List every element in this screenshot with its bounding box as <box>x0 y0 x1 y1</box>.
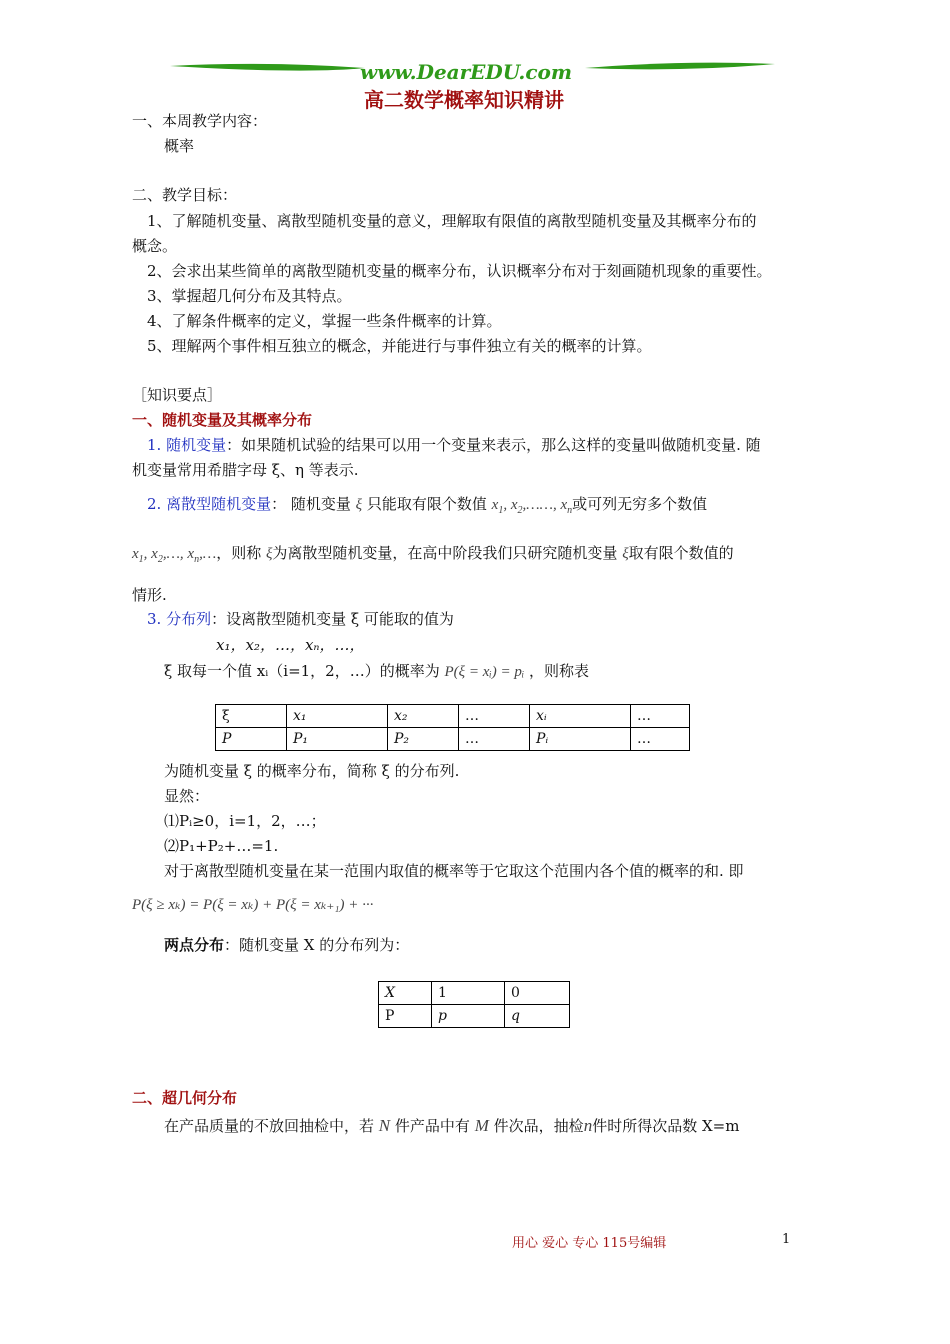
text-fragment: 只能取有限个数值 <box>366 495 487 513</box>
math-M: M <box>474 1116 489 1135</box>
math-sequence: $x_1$, $x_2,\dots$, $x_n,\dots$ <box>132 546 217 565</box>
math-N: N <box>378 1116 391 1135</box>
table-cell: p <box>432 1005 505 1028</box>
paragraph-hypergeometric <box>164 1115 739 1136</box>
table-cell: … <box>631 728 690 751</box>
paragraph-discrete <box>147 493 707 516</box>
table-row <box>379 982 570 1005</box>
table-cell: ξ <box>216 705 287 728</box>
paragraph-line: 显然： <box>164 787 210 805</box>
goal-line: 概念。 <box>132 237 178 255</box>
math-xi: ξ <box>355 497 363 513</box>
table-cell: x₁ <box>287 705 388 728</box>
paragraph-distribution <box>147 608 454 629</box>
goal-line: 3、掌握超几何分布及其特点。 <box>147 287 352 305</box>
table-cell: P <box>216 728 287 751</box>
text-fragment: 或可列无穷多个数值 <box>572 495 708 513</box>
paragraph-discrete-line2 <box>132 542 734 565</box>
values-sequence: x₁，x₂，…，xₙ，…， <box>216 636 365 654</box>
section-heading-content: 一、本周教学内容： <box>132 112 268 130</box>
table-row <box>379 1005 570 1028</box>
table-cell: … <box>459 728 530 751</box>
math-probability: P(ξ = xᵢ) = pᵢ <box>444 664 525 680</box>
table-cell: … <box>459 705 530 728</box>
term-distribution: 3. 分布列 <box>147 610 212 628</box>
table-cell: 1 <box>432 982 505 1005</box>
goal-line: 2、会求出某些简单的离散型随机变量的概率分布，认识概率分布对于刻画随机现象的重要性。 <box>147 262 772 280</box>
paragraph-line: 为随机变量 ξ 的概率分布，简称 ξ 的分布列. <box>164 762 460 780</box>
property-item: ⑴Pᵢ≥0，i=1，2，…； <box>164 812 326 830</box>
definition-text: ：如果随机试验的结果可以用一个变量来表示，那么这样的变量叫做随机变量. 随 <box>226 436 761 454</box>
footer-slogan: 用心 爱心 专心 115号编辑 <box>512 1236 667 1251</box>
header-logo-text: www.DearEDU.com <box>360 60 573 84</box>
table-cell: q <box>505 1005 570 1028</box>
knowledge-label: ［知识要点］ <box>132 386 223 404</box>
math-sequence: $x_1$, $x_2,\dots\dots$, $x_n$ <box>491 497 573 516</box>
table-cell: P <box>379 1005 432 1028</box>
distribution-table <box>215 704 690 751</box>
text-fragment: 取有限个数值的 <box>628 544 734 562</box>
section-heading-goals: 二、教学目标： <box>132 186 238 204</box>
text-fragment: ξ 取每一个值 xᵢ（i=1，2，…）的概率为 <box>164 662 440 680</box>
math-xi: ξ <box>265 546 273 562</box>
math-xi: ξ <box>622 546 629 562</box>
text-fragment: ： 随机变量 <box>271 495 351 513</box>
math-n: n <box>583 1116 593 1135</box>
term-discrete-variable: 2. 离散型随机变量 <box>147 495 272 513</box>
table-cell: 0 <box>505 982 570 1005</box>
table-cell: X <box>379 982 432 1005</box>
table-cell: P₁ <box>287 728 388 751</box>
paragraph-line: 机变量常用希腊字母 ξ、η 等表示. <box>132 461 359 479</box>
paragraph-line: 情形. <box>132 586 167 604</box>
goal-line: 4、了解条件概率的定义，掌握一些条件概率的计算。 <box>147 312 502 330</box>
table-cell: … <box>631 705 690 728</box>
two-point-line <box>164 934 409 955</box>
text-fragment: 件产品中有 <box>394 1117 470 1135</box>
section-body-content: 概率 <box>164 137 195 155</box>
property-item: ⑵P₁+P₂+…=1. <box>164 837 279 855</box>
table-cell: x₂ <box>388 705 459 728</box>
text-fragment: 为离散型随机变量，在高中阶段我们只研究随机变量 <box>272 544 618 562</box>
text-fragment: 在产品质量的不放回抽检中，若 <box>164 1117 375 1135</box>
table-cell: xᵢ <box>530 705 631 728</box>
text-fragment: ，则称 <box>216 544 262 562</box>
formula-cumulative: P(ξ ≥ xₖ) = P(ξ = xₖ) + P(ξ = xₖ₊₁) + ··· <box>132 897 374 913</box>
text-fragment: 件时所得次品数 X=m <box>592 1117 740 1135</box>
term-two-point: 两点分布 <box>164 936 225 954</box>
text-fragment: ：设离散型随机变量 ξ 可能取的值为 <box>211 610 454 628</box>
text-fragment: ，则称表 <box>529 662 590 680</box>
probability-line <box>164 660 589 681</box>
table-cell: Pᵢ <box>530 728 631 751</box>
section-heading-hypergeometric: 二、超几何分布 <box>132 1089 238 1107</box>
page-number: 1 <box>782 1232 791 1247</box>
term-random-variable: 1. 随机变量 <box>147 436 227 454</box>
paragraph-line: 对于离散型随机变量在某一范围内取值的概率等于它取这个范围内各个值的概率的和. 即 <box>164 862 744 880</box>
table-row <box>216 705 690 728</box>
text-fragment: ：随机变量 X 的分布列为： <box>224 936 410 954</box>
goal-line: 5、理解两个事件相互独立的概念，并能进行与事件独立有关的概率的计算。 <box>147 337 652 355</box>
goal-line: 1、了解随机变量、离散型随机变量的意义，理解取有限值的离散型随机变量及其概率分布的 <box>147 212 757 230</box>
table-cell: P₂ <box>388 728 459 751</box>
two-point-table <box>378 981 570 1028</box>
page-title: 高二数学概率知识精讲 <box>364 88 564 112</box>
text-fragment: 件次品，抽检 <box>493 1117 584 1135</box>
paragraph-random-variable <box>147 434 761 455</box>
section-heading-random-variable: 一、随机变量及其概率分布 <box>132 411 313 429</box>
table-row <box>216 728 690 751</box>
